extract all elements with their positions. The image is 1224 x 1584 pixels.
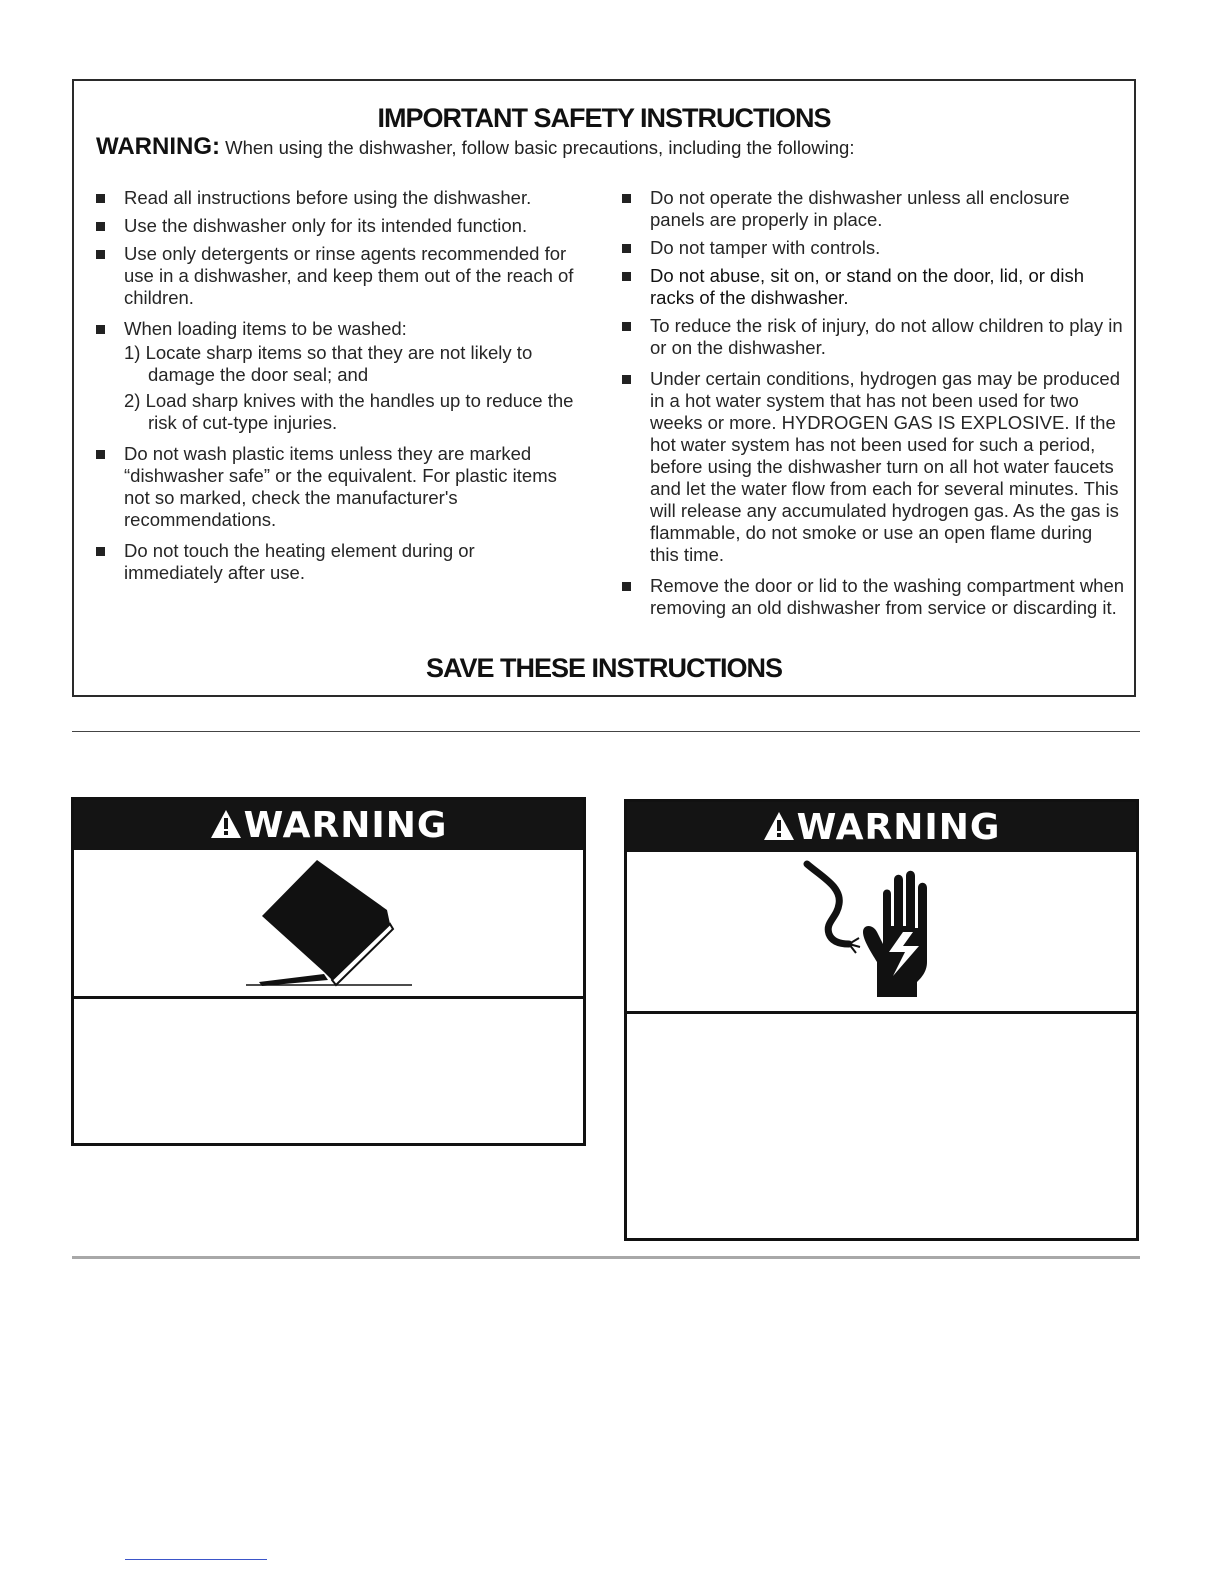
bullet-icon (622, 194, 631, 203)
footer-link-underline (125, 1559, 267, 1560)
warning-label: WARNING: (96, 133, 220, 160)
divider (72, 731, 1140, 732)
list-item: Do not touch the heating element during or immediately after use. (96, 540, 576, 584)
bullet-icon (622, 244, 631, 253)
bullet-icon (96, 250, 105, 259)
list-item: Remove the door or lid to the washing compartment when removing an old dishwasher from service or discarding it. (622, 575, 1126, 619)
safety-title: IMPORTANT SAFETY INSTRUCTIONS (377, 103, 831, 133)
list-item: Under certain conditions, hydrogen gas may be produced in a hot water system that has not been used for two weeks or more. HYDROGEN GAS IS EXPLOSIVE. If the hot water system has not been used for such a period, before using the dishwasher turn on all hot water faucets and let the water flow from each for several minutes. This will release any accumulated hydrogen gas. As the gas is flammable, do not smoke or use an open flame during this time. (622, 368, 1126, 566)
warning-header: WARNING (74, 800, 583, 850)
bullet-icon (96, 222, 105, 231)
left-instruction-list (96, 187, 576, 590)
sub-item: 2) Load sharp knives with the handles up to reduce the risk of cut-type injuries. (124, 390, 574, 433)
warning-panel-electrical-shock (624, 799, 1139, 1241)
tip-over-hazard-icon (74, 850, 583, 999)
bullet-icon (622, 375, 631, 384)
warning-header: WARNING (627, 802, 1136, 852)
bullet-icon (96, 450, 105, 459)
bullet-icon (96, 194, 105, 203)
list-item: When loading items to be washed: 1) Locate sharp items so that they are not likely to damage the door seal; and 2) Load sharp knives with the handles up to reduce the risk of cut-type injuries. (96, 318, 576, 434)
bullet-icon (96, 547, 105, 556)
bullet-icon (622, 582, 631, 591)
warning-text: When using the dishwasher, follow basic precautions, including the following: (225, 137, 855, 158)
alert-triangle-icon (763, 804, 795, 856)
warning-line (96, 133, 855, 161)
warning-panel-tip-over (71, 797, 586, 1146)
list-item: Do not abuse, sit on, or stand on the door, lid, or dish racks of the dishwasher. (622, 265, 1126, 309)
alert-triangle-icon (210, 802, 242, 854)
list-item: Do not wash plastic items unless they are marked “dishwasher safe” or the equivalent. For plastic items not so marked, check the manufacturer's recommendations. (96, 443, 576, 531)
bullet-icon (622, 322, 631, 331)
electrical-shock-hand-icon (627, 852, 1136, 1014)
right-instruction-list (622, 187, 1126, 625)
list-item: Do not tamper with controls. (622, 237, 1126, 259)
list-item: Do not operate the dishwasher unless all enclosure panels are properly in place. (622, 187, 1126, 231)
save-instructions-title: SAVE THESE INSTRUCTIONS (425, 653, 783, 683)
bullet-icon (96, 325, 105, 334)
list-item: To reduce the risk of injury, do not allow children to play in or on the dishwasher. (622, 315, 1126, 359)
section-divider (72, 1256, 1140, 1259)
bullet-icon (622, 272, 631, 281)
list-item: Read all instructions before using the dishwasher. (96, 187, 576, 209)
safety-instructions-box (72, 79, 1136, 697)
sub-item: 1) Locate sharp items so that they are not likely to damage the door seal; and (124, 342, 533, 385)
list-item: Use only detergents or rinse agents recommended for use in a dishwasher, and keep them out of the reach of children. (96, 243, 576, 309)
list-item: Use the dishwasher only for its intended function. (96, 215, 576, 237)
